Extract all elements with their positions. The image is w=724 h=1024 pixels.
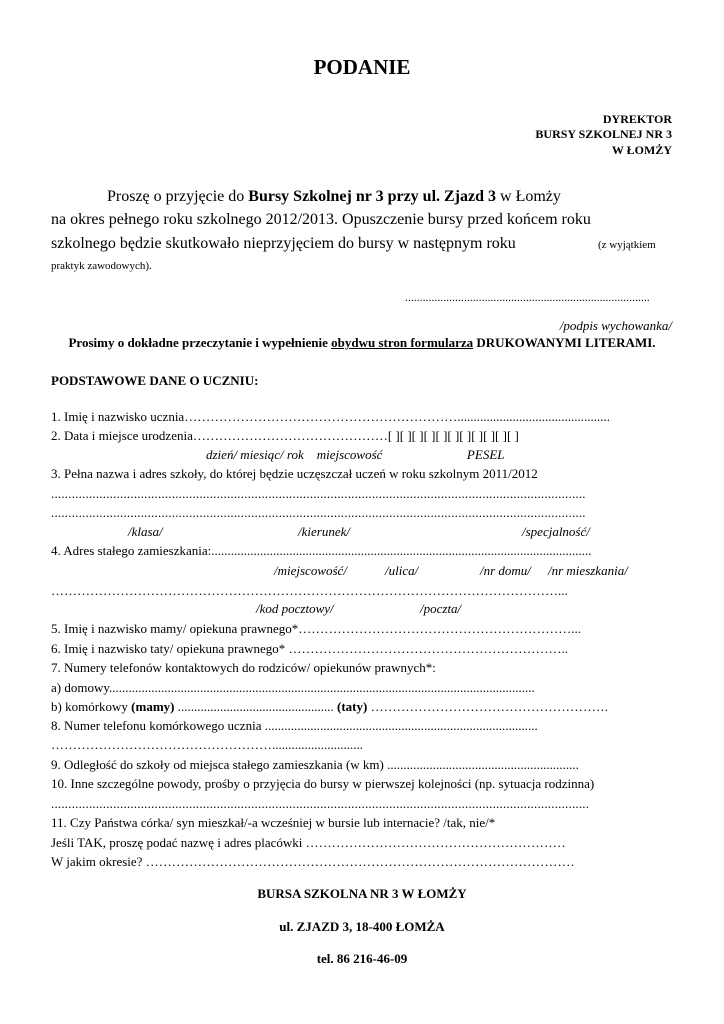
field-3-dots-2: ........................................................................................................................................................... bbox=[51, 505, 586, 520]
field-7b-father-dots: ………………………………………………. bbox=[367, 699, 608, 714]
request-line-2: na okres pełnego roku szkolnego 2012/2013. Opuszczenie bursy przed końcem roku bbox=[51, 211, 591, 228]
footer-phone: tel. 86 216-46-09 bbox=[316, 951, 408, 966]
field-3-caption-klasa: /klasa/ bbox=[128, 524, 163, 539]
field-5-mother: 5. Imię i nazwisko mamy/ opiekuna prawnego*………………………………………………………... bbox=[51, 621, 582, 636]
instruction-part: Prosimy o dokładne przeczytanie i wypełnienie bbox=[68, 335, 332, 350]
field-7b-mobile-phones bbox=[51, 699, 608, 715]
field-7b-mother-dots: ................................................ bbox=[174, 699, 337, 714]
instruction-emphasis: obydwu stron formularza bbox=[331, 335, 474, 350]
instruction-text bbox=[0, 335, 724, 351]
field-3-caption-specjalnosc: /specjalność/ bbox=[522, 524, 590, 539]
field-8-student-phone: 8. Numer telefonu komórkowego ucznia .................................................................................... bbox=[51, 718, 538, 733]
section-title: PODSTAWOWE DANE O UCZNIU: bbox=[51, 373, 259, 388]
request-line-3: szkolnego będzie skutkowało nieprzyjęciem do bursy w następnym roku bbox=[51, 235, 516, 252]
signature-caption: /podpis wychowanka/ bbox=[559, 318, 672, 333]
field-3-school: 3. Pełna nazwa i adres szkoły, do której będzie uczęszczał uczeń w roku szkolnym 2011/2012 bbox=[51, 466, 538, 481]
field-10-dots: ............................................................................................................................................................ bbox=[51, 796, 590, 811]
field-4-caption-flat-no: /nr mieszkania/ bbox=[548, 563, 628, 578]
footer-address: ul. ZJAZD 3, 18-400 ŁOMŻA bbox=[279, 919, 445, 934]
field-9-distance: 9. Odległość do szkoły od miejsca stałego zamieszkania (w km) ........................................................... bbox=[51, 757, 579, 772]
addressee-line-1: DYREKTOR bbox=[602, 112, 672, 126]
field-8-dots: ……………………………………………............................ bbox=[51, 737, 363, 752]
field-3-dots-1: ........................................................................................................................................................... bbox=[51, 486, 586, 501]
field-11-period: W jakim okresie? ……………………………………………………………………………………… bbox=[51, 854, 575, 869]
field-7a-home-phone: a) domowy................................................................................................................................... bbox=[51, 680, 535, 695]
field-4-caption-post-office: /poczta/ bbox=[420, 601, 462, 616]
request-line-3-note: (z wyjątkiem bbox=[598, 239, 656, 251]
field-11-institution: Jeśli TAK, proszę podać nazwę i adres placówki …………………………………………………… bbox=[51, 835, 566, 850]
field-7b-mother-label: (mamy) bbox=[131, 699, 175, 714]
field-4-caption-house-no: /nr domu/ bbox=[480, 563, 531, 578]
field-1-student-name: 1. Imię i nazwisko ucznia………………………………………………………............................................... bbox=[51, 409, 610, 424]
field-4-caption-street: /ulica/ bbox=[385, 563, 419, 578]
instruction-part: DRUKOWANYMI LITERAMI. bbox=[473, 335, 656, 350]
field-2-birth-date-place: 2. Data i miejsce urodzenia………………………………………[ ][ ][ ][ ][ ][ ][ ][ ][ ][ ][ ] bbox=[51, 428, 519, 443]
request-text: w Łomży bbox=[496, 188, 561, 205]
field-10-other-reasons: 10. Inne szczególne powody, prośby o przyjęcia do bursy w pierwszej kolejności (np. sytuacja rodzinna) bbox=[51, 776, 595, 791]
field-7b-father-label: (taty) bbox=[337, 699, 368, 714]
field-4-dots: ………………………………………………………………………………………………………... bbox=[51, 583, 568, 598]
addressee-line-2: BURSY SZKOLNEJ NR 3 bbox=[535, 127, 672, 141]
request-text: Proszę o przyjęcie do bbox=[107, 188, 249, 205]
field-3-caption-kierunek: /kierunek/ bbox=[298, 524, 350, 539]
document-title: PODANIE bbox=[313, 55, 411, 79]
field-7b-label: b) komórkowy bbox=[51, 699, 132, 714]
field-6-father: 6. Imię i nazwisko taty/ opiekuna prawnego* ……………………………………………………….. bbox=[51, 641, 569, 656]
field-4-caption-city: /miejscowość/ bbox=[274, 563, 347, 578]
field-4-address: 4. Adres stałego zamieszkania:..................................................................................................................... bbox=[51, 543, 592, 558]
request-line-4: praktyk zawodowych). bbox=[51, 260, 152, 272]
addressee-line-3: W ŁOMŻY bbox=[611, 143, 672, 157]
field-11-previous-dorm: 11. Czy Państwa córka/ syn mieszkał/-a wcześniej w bursie lub internacie? /tak, nie/* bbox=[51, 815, 496, 830]
field-2-caption: dzień/ miesiąc/ rok miejscowość PESEL bbox=[206, 447, 505, 462]
field-4-caption-postcode: /kod pocztowy/ bbox=[256, 601, 334, 616]
request-bursa-name: Bursy Szkolnej nr 3 przy ul. Zjazd 3 bbox=[248, 188, 497, 205]
footer-name: BURSA SZKOLNA NR 3 W ŁOMŻY bbox=[257, 886, 467, 901]
signature-line: ................................................................................... bbox=[405, 292, 650, 304]
field-7-phones: 7. Numery telefonów kontaktowych do rodziców/ opiekunów prawnych*: bbox=[51, 660, 436, 675]
request-line-1 bbox=[107, 185, 561, 209]
